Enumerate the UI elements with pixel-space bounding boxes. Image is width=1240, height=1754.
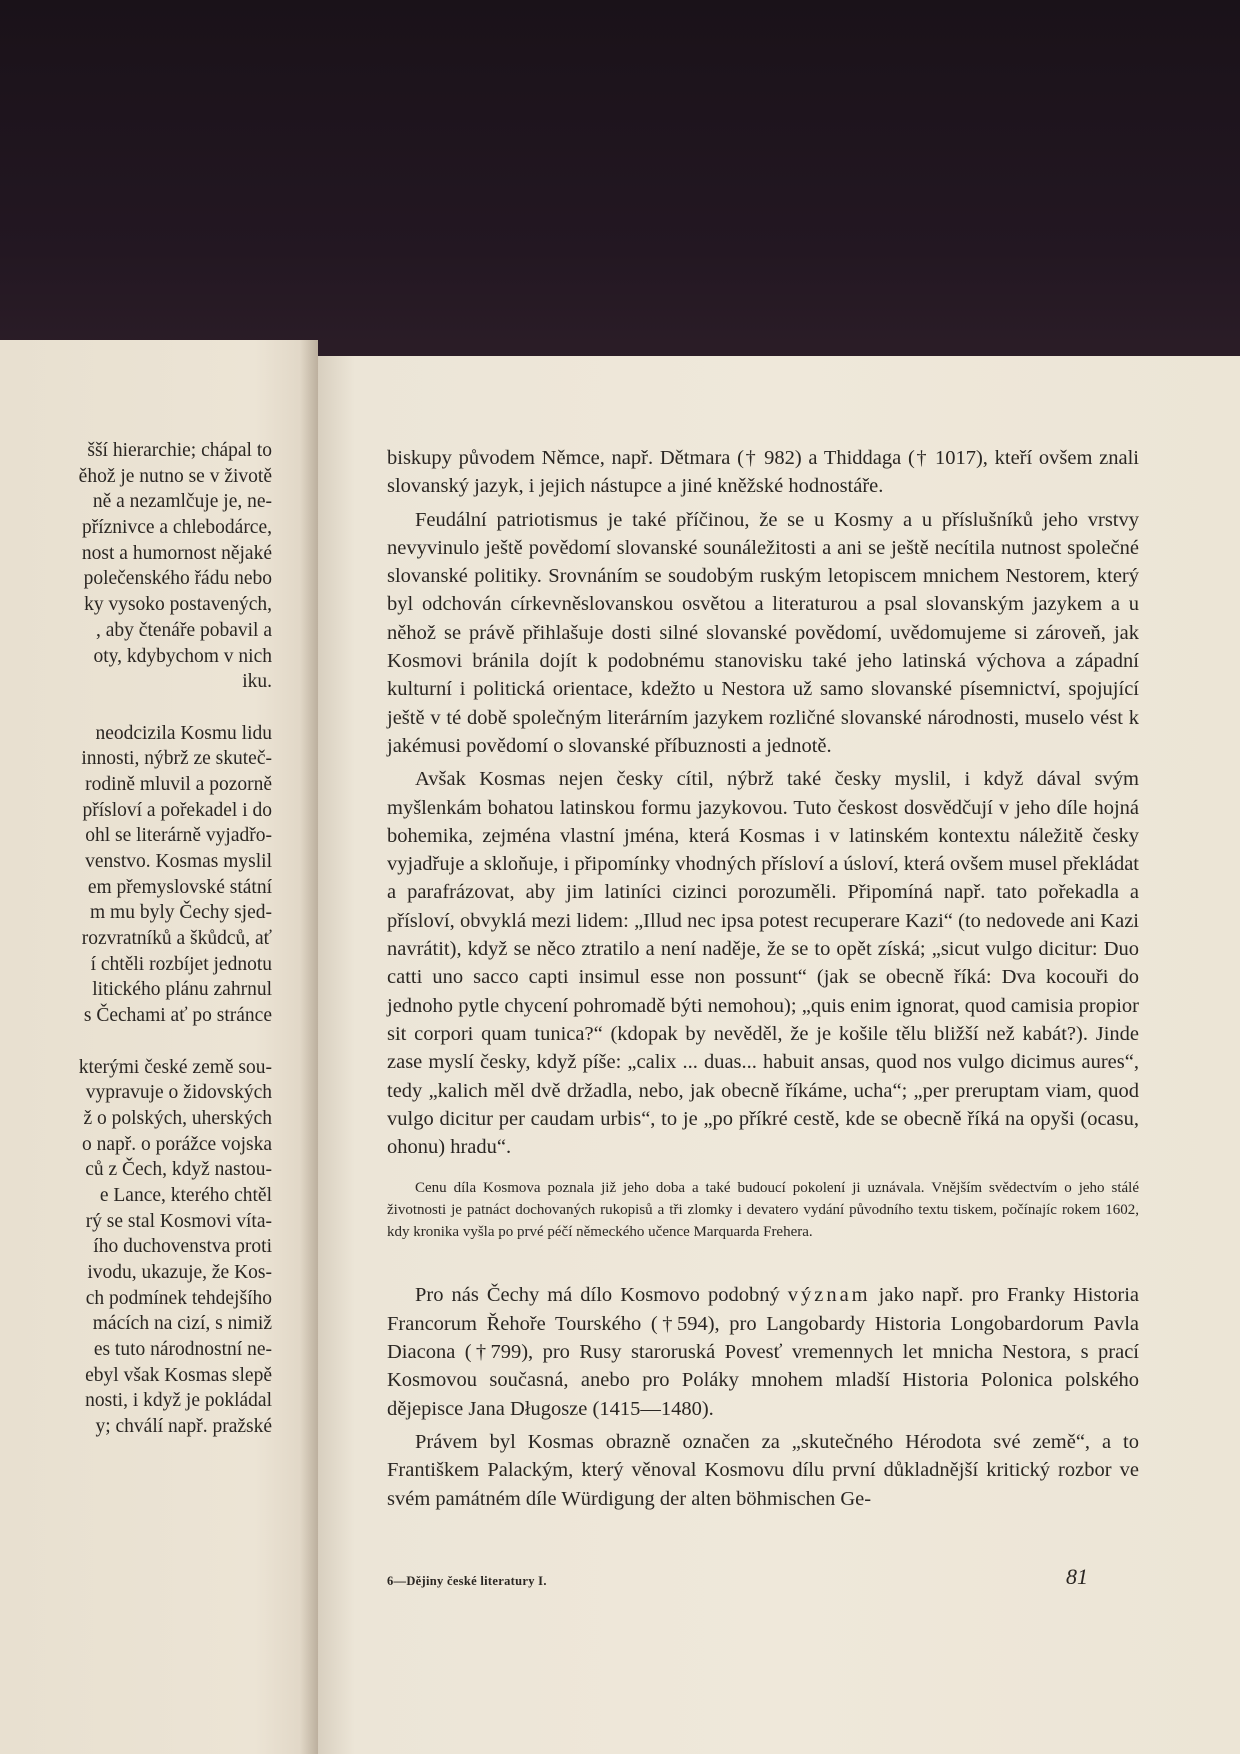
- left-page-line: ího duchovenstva proti: [93, 1236, 272, 1258]
- left-page-line: í chtěli rozbíjet jednotu: [90, 953, 272, 975]
- paragraph-4: [387, 1281, 1139, 1422]
- right-page: [318, 356, 1240, 1754]
- right-page-body: [387, 444, 1139, 1518]
- printer-signature: 6—Dějiny české literatury I.: [387, 1574, 547, 1588]
- paragraph-3: Avšak Kosmas nejen česky cítil, nýbrž také česky myslil, i když dával svým myšlenkám bohatou latinskou formu jazykovou. Tuto českost dosvědčují v jeho díle hojná bohemika, zejména vlastní jména, která Kosmas i v latinském kontextu náležitě česky vyjadřuje a skloňuje, i připomínky vhodných přísloví a úsloví, která ovšem musel překládat a parafrázovat, aby jim latiníci cizinci porozuměli. Připomíná např. tato pořekadla a přísloví, obvyklá mezi lidem: „Illud nec ipsa potest recuperare Kazi“ (to nedovede ani Kazi navrátit), když se něco ztratilo a není naděje, že se to opět získá; „sicut vulgo dicitur: Duo catti uno sacco capti insimul esse non possunt“ (jak se obecně říká: Dva kocouři do jednoho pytle chycení pohromadě býti nemohou); „quis enim ignorat, quod camisia propior sit corpori quam tunica?“ (kdopak by nevěděl, že je košile tělu bližší než kabát?). Jinde zase myslí česky, když píše: „calix ... duas... habuit ansas, quod nos vulgo dicimus aures“, tedy „kalich měl dvě držadla, nebo, jak obecně říkáme, ucha“; „per preruptam viam, quod vulgo dicitur per caudam urbis“, to je „po příkré cestě, kde se obecně říká na opyši (ocasu, ohonu) hradu“.: [387, 768, 1139, 1159]
- left-page-line: ch podmínek tehdejšího: [85, 1287, 272, 1309]
- left-page-line: litického plánu zahrnul: [92, 979, 272, 1001]
- paragraph-2: Feudální patriotismus je také příčinou, že se u Kosmy a u příslušníků jeho vrstvy nevyvinulo ještě povědomí slovanské sounáležitosti a ani se ještě necítila nutnost společné slovanské politiky. Srovnáním se soudobým ruským letopiscem mnichem Nestorem, který byl odchován církevněslovanskou osvětou a literaturou a psal slovanským jazykem a u něhož se právě přihlašuje dosti silné slovanské povědomí, uvědomujeme si zároveň, jak Kosmovi bránila dojít k podobnému stanovisku také jeho latinská výchova a západní kulturní i politická orientace, kdežto u Nestora už samo slovanské písemnictví, spojující ještě v té době společným literárním jazykem rozličné slovanské národnosti, muselo vést k jakémusi povědomí o slovanské příbuznosti a jednotě.: [387, 508, 1139, 757]
- spaced-word: význam: [787, 1284, 871, 1307]
- left-page-line: ky vysoko postavených,: [84, 594, 272, 616]
- page-number: 81: [1066, 1564, 1088, 1589]
- left-page-line: y; chválí např. pražské: [95, 1416, 272, 1438]
- paragraph-4-end: jako např. pro Franky Historia Francorum Řehoře Tourského (†594), pro Langobardy Historia Longobardorum Pavla Diacona (†799), pro Rusy staroruská Povesť vremennych let mnicha Nestora, s prací Kosmovou současná, anebo pro Poláky mnohem mladší Historia Polonica polského dějepisce Jana Długosze (1415—1480).: [387, 1284, 1140, 1420]
- paragraph-4-start: Pro nás Čechy má dílo Kosmovo podobný: [415, 1284, 780, 1307]
- left-page-line: příznivce a chlebodárce,: [81, 517, 272, 539]
- left-page-line: s Čechami ať po stránce: [83, 1005, 272, 1027]
- left-page-line: iku.: [242, 671, 272, 693]
- left-page-line: ně a nezamlčuje je, ne-: [92, 491, 272, 513]
- left-page-line: e Lance, kterého chtěl: [99, 1184, 272, 1206]
- left-page-line: rozvratníků a škůdců, ať: [81, 928, 272, 950]
- left-page-line: přísloví a pořekadel i do: [82, 799, 272, 821]
- left-page-line: nost a humornost nějaké: [81, 542, 272, 564]
- left-page-line: em přemyslovské státní: [87, 876, 272, 898]
- left-page-line: , aby čtenáře pobavil a: [96, 619, 272, 641]
- left-page-line: rodině mluvil a pozorně: [85, 773, 272, 795]
- note-text: Cenu díla Kosmova poznala již jeho doba a také budoucí pokolení ji uznávala. Vnějším svědectvím o jeho stálé životnosti je patnáct dochovaných rukopisů a tři zlomky i devatero vydání původního textu tiskem, počínajíc rokem 1602, kdy kronika vyšla po prvé péčí německého učence Marquarda Frehera.: [387, 1180, 1139, 1241]
- left-page-line: nosti, i když je pokládal: [85, 1390, 272, 1412]
- left-page-line: innosti, nýbrž ze skuteč-: [81, 748, 272, 770]
- paragraph-5: Právem byl Kosmas obrazně označen za „skutečného Hérodota své země“, a to Františkem Palackým, který věnoval Kosmovu dílu první důkladnější kritický rozbor ve svém památném díle Würdigung der alten böhmischen Ge-: [387, 1430, 1139, 1510]
- left-page-blank-line: [0, 1029, 272, 1055]
- left-page-line: ců z Čech, když nastou-: [85, 1159, 272, 1181]
- paragraph-1: biskupy původem Němce, např. Dětmara († 982) a Thiddaga († 1017), kteří ovšem znali slovanský jazyk, i jejich nástupce a jiné kněžské hodnostáře.: [387, 447, 1139, 498]
- left-page-line: m mu byly Čechy sjed-: [90, 902, 272, 924]
- left-page-line: kterými české země sou-: [78, 1056, 272, 1078]
- left-page-line: venstvo. Kosmas myslil: [85, 851, 272, 872]
- left-page-line: ebyl však Kosmas slepě: [85, 1364, 272, 1386]
- left-page-line: mácích na cizí, s nimiž: [92, 1313, 272, 1335]
- left-page-line: oty, kdybychom v nich: [93, 645, 272, 667]
- small-print-note: [387, 1177, 1139, 1243]
- left-page-line: ivodu, ukazuje, že Kos-: [87, 1262, 272, 1283]
- dark-background: [0, 0, 1240, 360]
- left-page-line: ž o polských, uherských: [83, 1107, 272, 1129]
- left-page-line: ohl se literárně vyjadřo-: [85, 825, 272, 847]
- left-page-text-column: [0, 438, 272, 1440]
- left-page-line: polečenského řádu nebo: [83, 568, 272, 590]
- left-page-blank-line: [0, 695, 272, 721]
- left-page-gutter-shadow: [300, 340, 318, 1754]
- left-page-line: o např. o porážce vojska: [81, 1133, 272, 1155]
- left-page-line: neodcizila Kosmu lidu: [95, 722, 272, 744]
- left-page: [0, 340, 318, 1754]
- left-page-line: šší hierarchie; chápal to: [87, 440, 272, 461]
- left-page-line: rý se stal Kosmovi víta-: [85, 1210, 272, 1232]
- left-page-line: ěhož je nutno se v životě: [78, 465, 272, 487]
- left-page-line: vypravuje o židovských: [85, 1082, 272, 1104]
- left-page-line: es tuto národnostní ne-: [93, 1339, 272, 1361]
